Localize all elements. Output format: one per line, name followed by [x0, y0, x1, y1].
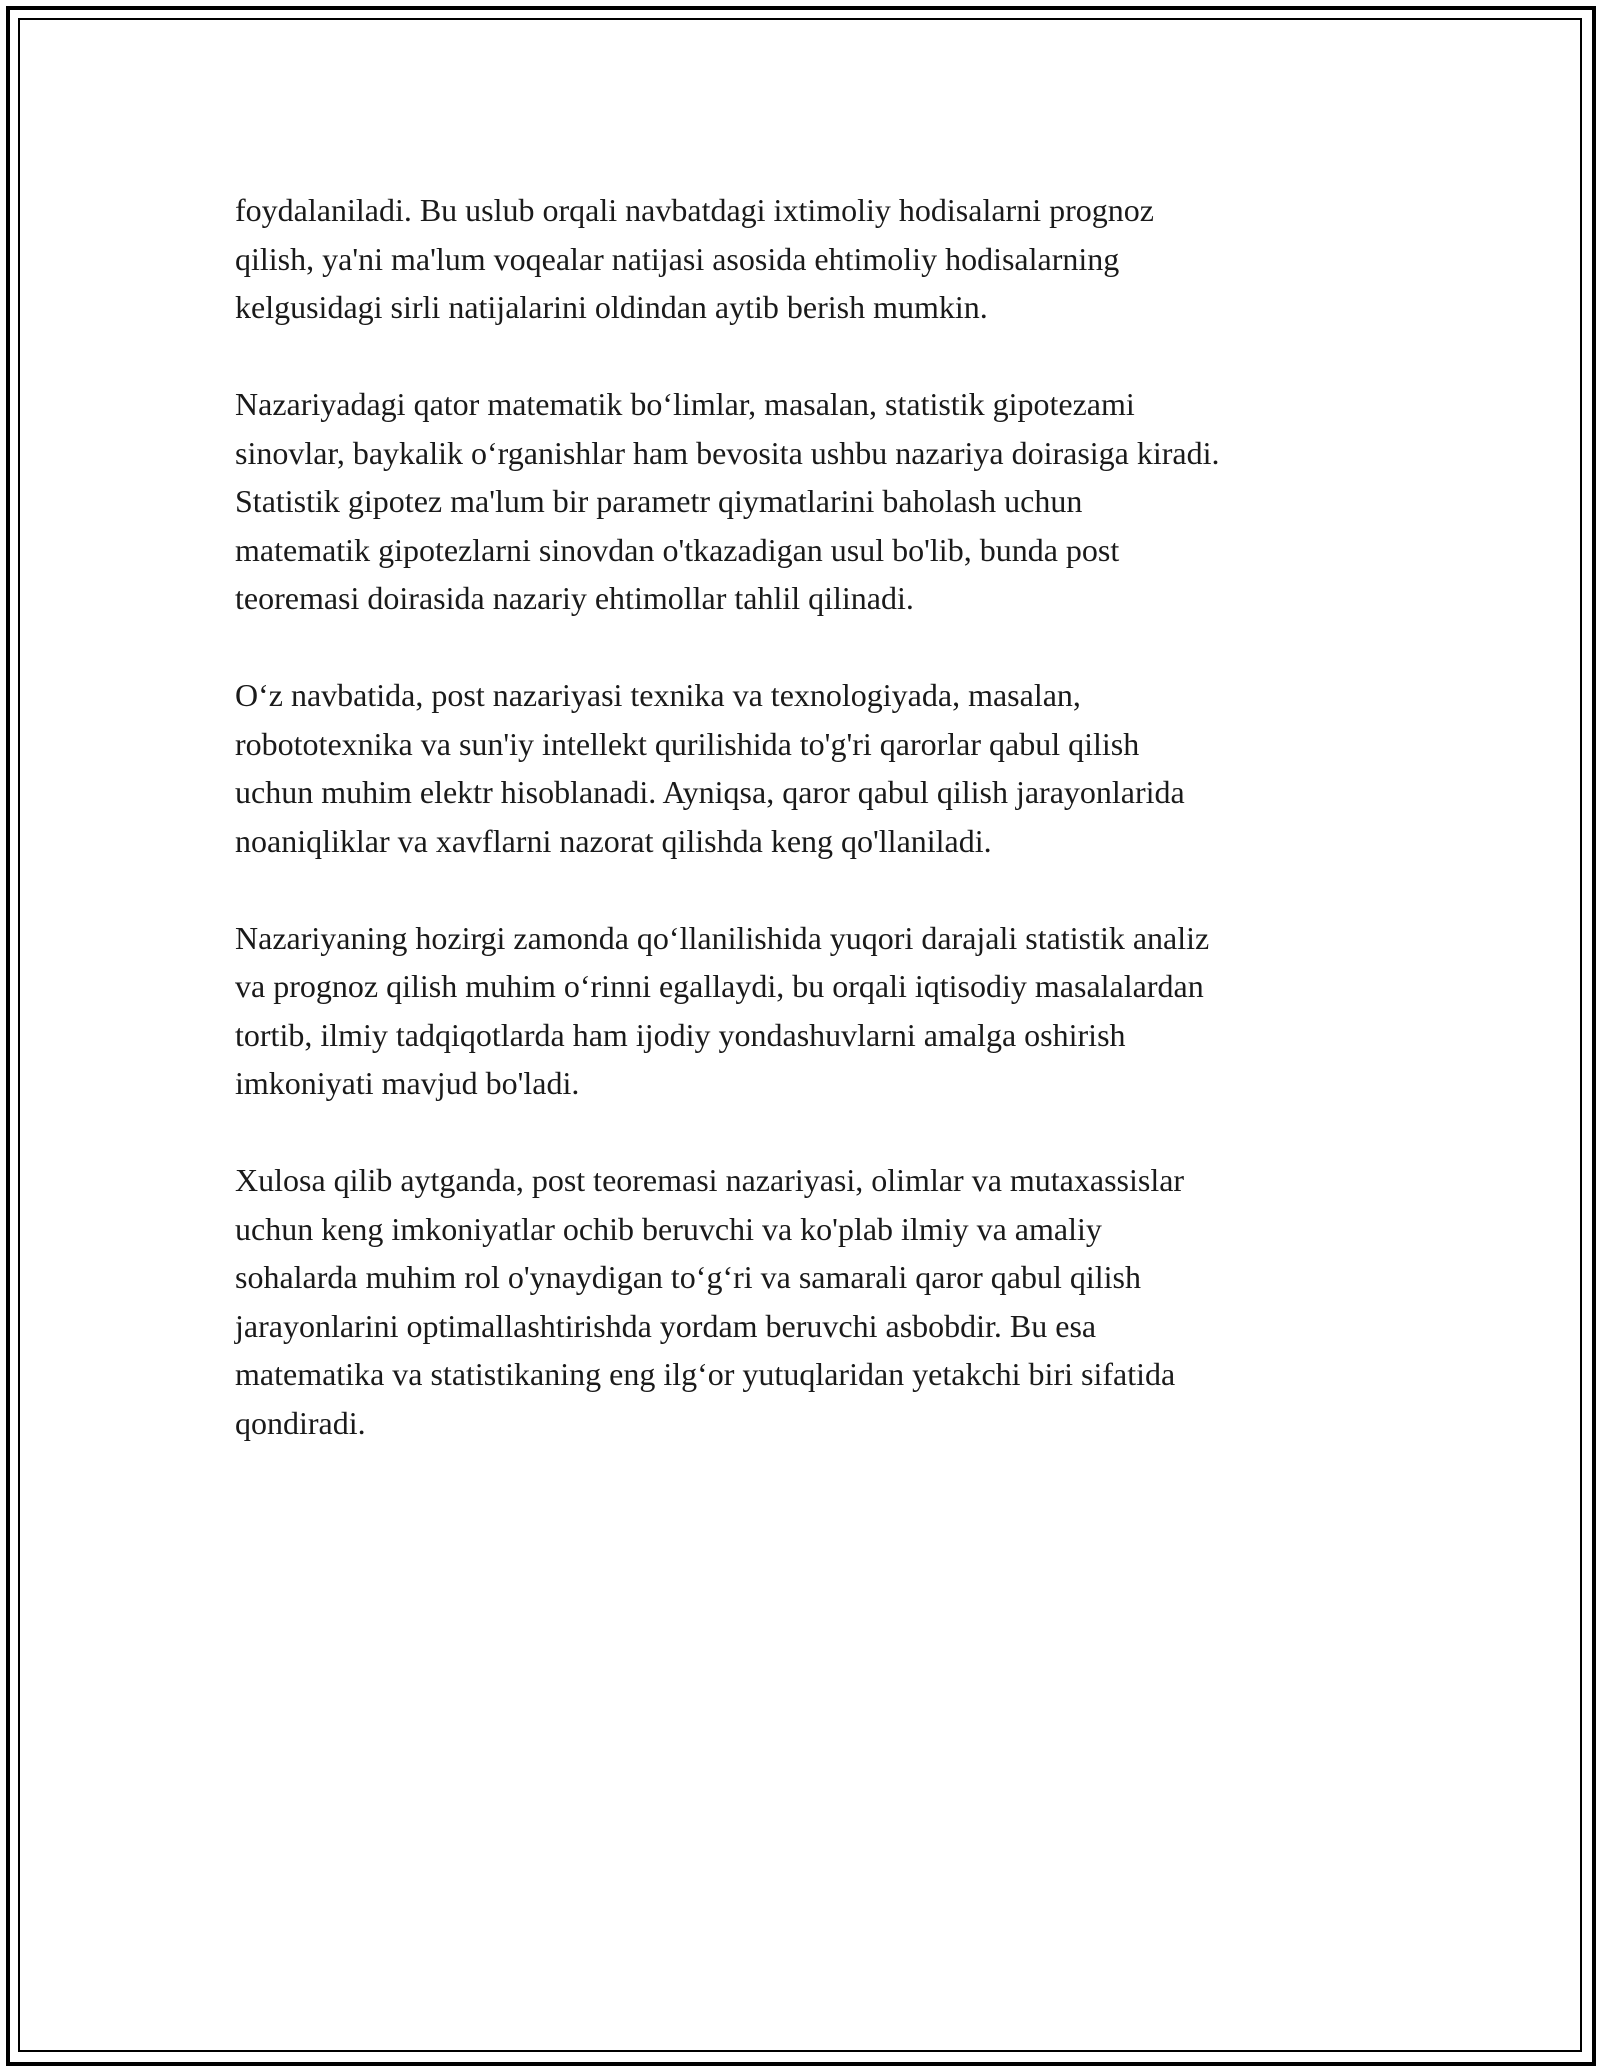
paragraph-5: Xulosa qilib aytganda, post teoremasi nazariyasi, olimlar va mutaxassislar uchun keng imkoniyatlar ochib beruvchi va ko'plab ilmiy va amaliy sohalarda muhim rol o'ynaydigan to‘g‘ri va samarali qaror qabul qilish jarayonlarini optimallashtirishda yordam beruvchi asbobdir. Bu esa matematika va statistikaning eng ilg‘or yutuqlaridan yetakchi biri sifatida qondiradi. — [235, 1162, 1185, 1441]
document-body — [235, 186, 1375, 1496]
paragraph-3: O‘z navbatida, post nazariyasi texnika va texnologiyada, masalan, robototexnika va sun'iy intellekt qurilishida to'g'ri qarorlar qabul qilish uchun muhim elektr hisoblanadi. Ayniqsa, qaror qabul qilish jarayonlarida noaniqliklar va xavflarni nazorat qilishda keng qo'llaniladi. — [235, 677, 1185, 859]
paragraph-1: foydalaniladi. Bu uslub orqali navbatdagi ixtimoliy hodisalarni prognoz qilish, ya'ni ma'lum voqealar natijasi asosida ehtimoliy hodisalarning kelgusidagi sirli natijalarini oldindan aytib berish mumkin. — [235, 192, 1154, 325]
paragraph-4: Nazariyaning hozirgi zamonda qo‘llanilishida yuqori darajali statistik analiz va prognoz qilish muhim o‘rinni egallaydi, bu orqali iqtisodiy masalalardan tortib, ilmiy tadqiqotlarda ham ijodiy yondashuvlarni amalga oshirish imkoniyati mavjud bo'ladi. — [235, 919, 1210, 1101]
paragraph-2: Nazariyadagi qator matematik bo‘limlar, masalan, statistik gipotezami sinovlar, baykalik o‘rganishlar ham bevosita ushbu nazariya doirasiga kiradi. Statistik gipotez ma'lum bir parametr qiymatlarini baholash uchun matematik gipotezlarni sinovdan o'tkazadigan usul bo'lib, bunda post teoremasi doirasida nazariy ehtimollar tahlil qilinadi. — [235, 386, 1220, 616]
